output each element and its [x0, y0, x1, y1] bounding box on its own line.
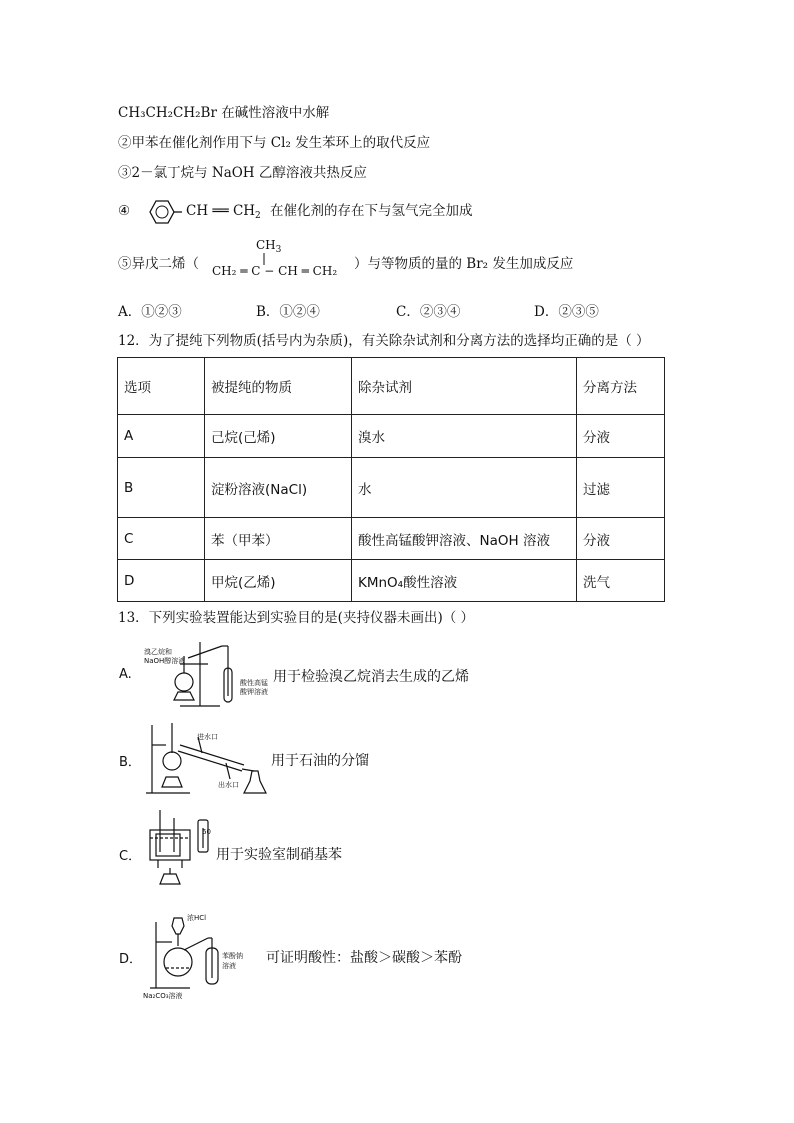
apparatus-d-icon — [150, 912, 250, 992]
cell: 甲烷(乙烯) — [205, 560, 352, 602]
isoprene-methyl: $CH_3$ — [256, 238, 282, 255]
item-1-formula: CH₃CH₂CH₂Br — [118, 105, 217, 121]
apparatus-a-icon — [160, 638, 240, 710]
item-4-number: ④ — [118, 203, 131, 219]
q13-option-b-letter[interactable]: B． — [119, 755, 141, 770]
cell: 溴水 — [352, 415, 577, 458]
header-cell: 除杂试剂 — [352, 358, 577, 415]
item-4-text: 在催化剂的存在下与氢气完全加成 — [270, 203, 473, 219]
table-row — [118, 415, 665, 458]
cell: A — [118, 415, 205, 458]
q12-stem: 12．为了提纯下列物质(括号内为杂质)，有关除杂试剂和分离方法的选择均正确的是（ ） — [118, 333, 650, 349]
apparatus-a-label: NaOH醇溶液 — [144, 657, 186, 665]
q13-option-c-letter[interactable]: C． — [119, 849, 142, 864]
item-1-text: 在碱性溶液中水解 — [221, 105, 330, 121]
q13-option-b-caption: 用于石油的分馏 — [271, 753, 369, 769]
apparatus-d-label: 苯酚钠 — [222, 952, 243, 960]
apparatus-a-label: 酸钾溶液 — [240, 688, 268, 696]
q13-option-c-caption: 用于实验室制硝基苯 — [216, 847, 342, 863]
item-5-lead: ⑤异戊二烯（ — [118, 256, 199, 272]
table-row — [118, 560, 665, 602]
apparatus-b-icon — [146, 723, 270, 797]
benzene-ring-icon — [142, 197, 182, 227]
apparatus-d-label: Na₂CO₃溶液 — [143, 992, 183, 1000]
cell: 苯（甲苯） — [205, 518, 352, 560]
q11-option-b[interactable]: B．①②④ — [256, 304, 320, 320]
q11-option-a[interactable]: A．①②③ — [118, 304, 182, 320]
apparatus-c-icon — [146, 808, 216, 892]
cell: 酸性高锰酸钾溶液、NaOH 溶液 — [352, 518, 577, 560]
cell: 己烷(己烯) — [205, 415, 352, 458]
apparatus-d-label: 浓HCl — [187, 914, 207, 922]
header-cell: 选项 — [118, 358, 205, 415]
apparatus-b-label: 进水口 — [197, 733, 218, 741]
apparatus-a-label: 溴乙烷和 — [144, 648, 172, 656]
apparatus-d-label: 溶液 — [222, 962, 236, 970]
item-1 — [118, 104, 329, 122]
isoprene-chain: CH₂ ═ C − CH ═ CH₂ — [212, 264, 338, 278]
table-header-row — [118, 358, 665, 415]
cell: D — [118, 560, 205, 602]
q13-stem: 13．下列实验装置能达到实验目的是(夹持仪器未画出)（ ） — [118, 610, 475, 626]
apparatus-a-label: 酸性高锰 — [240, 679, 268, 687]
cell: KMnO₄酸性溶液 — [352, 560, 577, 602]
cell: 分液 — [577, 518, 665, 560]
item-2: ②甲苯在催化剂作用下与 Cl₂ 发生苯环上的取代反应 — [118, 135, 431, 151]
item-3: ③2－氯丁烷与 NaOH 乙醇溶液共热反应 — [118, 165, 367, 181]
q13-option-a-letter[interactable]: A. — [119, 667, 132, 682]
cell: 分液 — [577, 415, 665, 458]
header-cell: 被提纯的物质 — [205, 358, 352, 415]
cell: B — [118, 458, 205, 518]
q11-option-c[interactable]: C．②③④ — [396, 304, 461, 320]
cell: C — [118, 518, 205, 560]
q12-table — [117, 357, 665, 602]
table-row — [118, 458, 665, 518]
thermometer-label: 60 — [202, 828, 211, 836]
item-4-vinyl: CH ══ $CH_2$ — [186, 203, 261, 221]
apparatus-b-label: 出水口 — [218, 781, 239, 789]
item-5-tail: ）与等物质的量的 Br₂ 发生加成反应 — [354, 256, 574, 272]
cell: 过滤 — [577, 458, 665, 518]
q11-option-d[interactable]: D．②③⑤ — [534, 304, 599, 320]
header-cell: 分离方法 — [577, 358, 665, 415]
cell: 淀粉溶液(NaCl) — [205, 458, 352, 518]
table-row — [118, 518, 665, 560]
cell: 洗气 — [577, 560, 665, 602]
q13-option-a-caption: 用于检验溴乙烷消去生成的乙烯 — [273, 669, 469, 685]
q13-option-d-letter[interactable]: D． — [119, 952, 143, 967]
cell: 水 — [352, 458, 577, 518]
q13-option-d-caption: 可证明酸性：盐酸＞碳酸＞苯酚 — [266, 950, 462, 966]
